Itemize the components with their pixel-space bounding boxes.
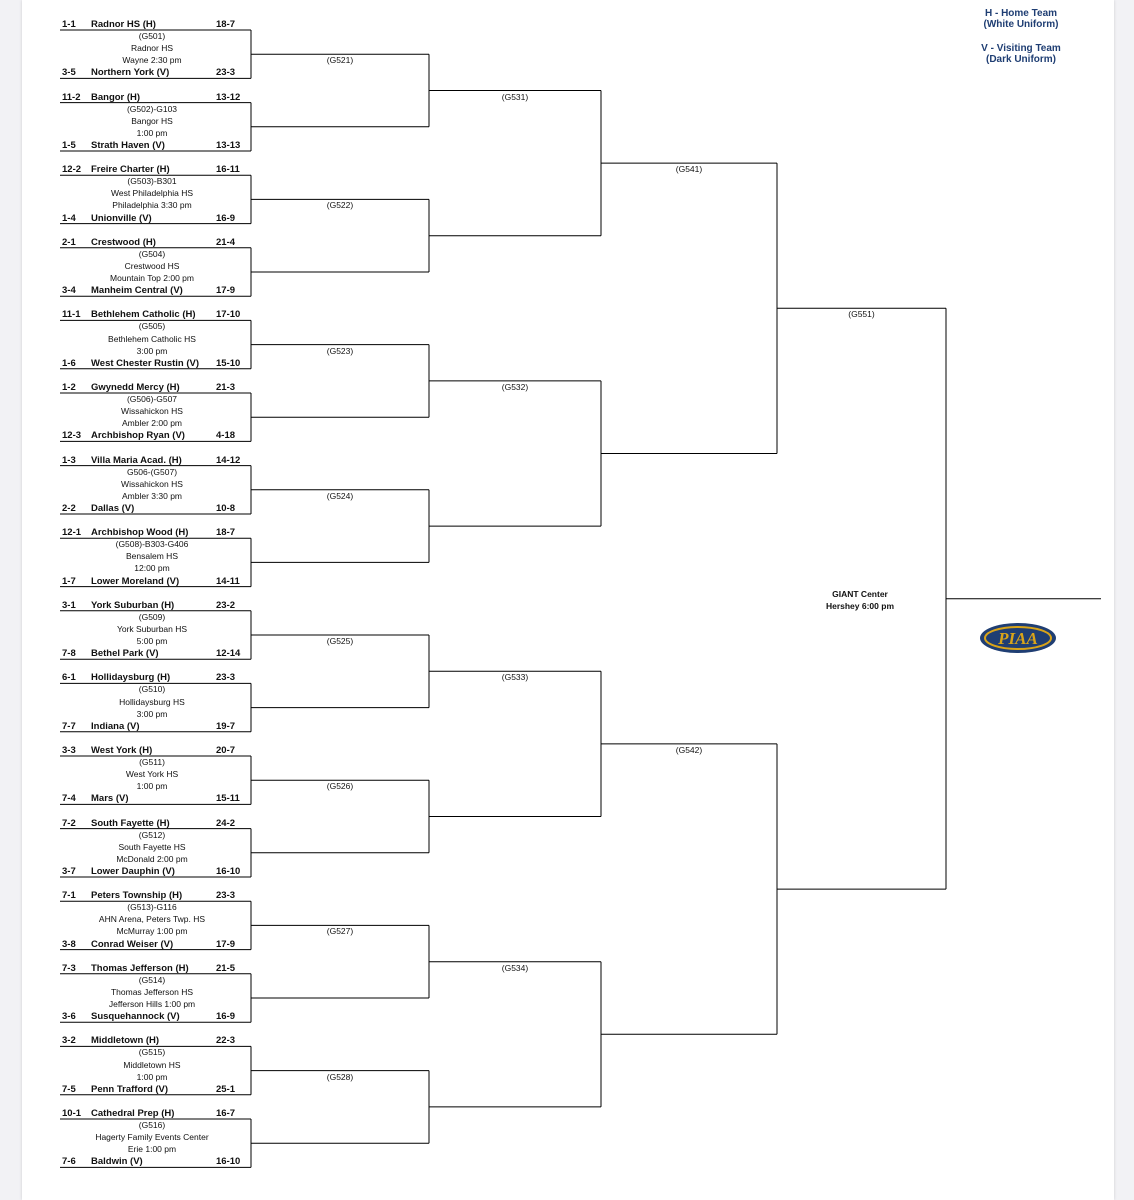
game-info: Ambler 3:30 pm xyxy=(122,490,182,501)
team-seed: 1-6 xyxy=(62,357,76,369)
game-info: 5:00 pm xyxy=(136,636,168,646)
team-seed: 12-2 xyxy=(62,164,82,176)
team-name: South Fayette (H) xyxy=(91,817,170,829)
team-seed: 11-2 xyxy=(62,91,81,103)
team-record: 21-5 xyxy=(216,962,236,974)
team-record: 17-10 xyxy=(216,309,241,321)
team-seed: 3-6 xyxy=(62,1011,76,1023)
team-name: West Chester Rustin (V) xyxy=(91,357,200,369)
team-seed: 7-1 xyxy=(62,890,76,902)
team-name: Bangor (H) xyxy=(91,91,141,103)
team-seed: 6-1 xyxy=(62,672,76,684)
team-name: Susquehannock (V) xyxy=(91,1011,180,1023)
game-info: 3:00 pm xyxy=(136,708,168,719)
team-record: 18-7 xyxy=(216,527,236,539)
team-name: Thomas Jefferson (H) xyxy=(91,962,189,974)
team-seed: 7-8 xyxy=(62,648,76,660)
game-info: Crestwood HS xyxy=(124,260,180,271)
team-record: 16-10 xyxy=(216,866,241,877)
game-number: (G525) xyxy=(326,636,354,646)
team-name: Archbishop Ryan (V) xyxy=(91,430,185,442)
team-name: Bethel Park (V) xyxy=(91,648,159,660)
game-info: (G504) xyxy=(138,248,166,259)
game-info: G506-(G507) xyxy=(126,466,178,477)
team-name: Mars (V) xyxy=(91,793,129,805)
legend-visit-uniform: (Dark Uniform) xyxy=(985,54,1056,65)
team-seed: 2-1 xyxy=(62,236,76,248)
game-info: 12:00 pm xyxy=(134,563,170,574)
team-seed: 1-5 xyxy=(62,140,76,151)
legend-home-uniform: (White Uniform) xyxy=(983,19,1059,30)
team-record: 10-8 xyxy=(216,503,236,514)
game-info: (G501) xyxy=(138,31,166,41)
team-name: Hollidaysburg (H) xyxy=(91,672,171,684)
team-record: 25-1 xyxy=(216,1083,236,1095)
game-info: (G511) xyxy=(139,757,165,767)
team-record: 12-14 xyxy=(216,648,241,660)
game-info: (G502)-G103 xyxy=(126,103,178,114)
game-number: (G542) xyxy=(675,744,703,755)
team-name: York Suburban (H) xyxy=(91,599,175,611)
team-record: 17-9 xyxy=(216,938,236,950)
team-name: Crestwood (H) xyxy=(91,236,156,248)
team-record: 19-7 xyxy=(216,720,236,732)
team-seed: 1-7 xyxy=(62,575,76,587)
team-name: Radnor HS (H) xyxy=(91,19,156,30)
team-seed: 2-2 xyxy=(62,503,76,514)
team-name: Penn Trafford (V) xyxy=(91,1083,169,1095)
team-name: Gwynedd Mercy (H) xyxy=(91,382,180,393)
game-info: (G506)-G507 xyxy=(126,394,178,404)
team-record: 16-10 xyxy=(216,1156,241,1168)
team-record: 13-13 xyxy=(216,140,241,151)
team-name: Conrad Weiser (V) xyxy=(91,938,174,950)
team-name: Indiana (V) xyxy=(91,720,140,732)
team-record: 14-11 xyxy=(216,575,240,587)
team-record: 4-18 xyxy=(216,430,236,442)
team-name: Freire Charter (H) xyxy=(91,164,170,176)
team-seed: 11-1 xyxy=(62,309,81,321)
game-info: Hollidaysburg HS xyxy=(119,696,185,707)
game-info: Bethlehem Catholic HS xyxy=(108,333,196,344)
game-info: Erie 1:00 pm xyxy=(127,1144,177,1155)
game-info: Wissahickon HS xyxy=(121,406,183,417)
team-name: Middletown (H) xyxy=(91,1035,160,1047)
final-location-time: Hershey 6:00 pm xyxy=(825,601,895,611)
game-number: (G522) xyxy=(326,200,354,211)
team-record: 22-3 xyxy=(216,1035,236,1047)
game-number: (G526) xyxy=(326,781,354,792)
team-seed: 1-1 xyxy=(62,19,76,30)
team-seed: 10-1 xyxy=(62,1108,82,1119)
team-record: 16-7 xyxy=(216,1108,236,1119)
game-info: Wissahickon HS xyxy=(121,478,183,489)
team-seed: 12-1 xyxy=(62,527,82,539)
game-info: (G505) xyxy=(138,321,166,332)
team-record: 16-11 xyxy=(216,164,240,176)
game-info: (G503)-B301 xyxy=(127,176,177,187)
team-name: Dallas (V) xyxy=(91,503,135,514)
game-info: (G508)-B303-G406 xyxy=(115,539,189,550)
team-name: Northern York (V) xyxy=(91,67,170,79)
game-info: McMurray 1:00 pm xyxy=(116,926,188,937)
game-number: (G524) xyxy=(326,490,354,501)
team-record: 23-3 xyxy=(216,67,236,79)
game-info: Middletown HS xyxy=(123,1059,181,1070)
team-record: 21-4 xyxy=(216,236,236,248)
game-info: Bangor HS xyxy=(131,115,173,126)
game-info: 1:00 pm xyxy=(136,127,168,138)
piaa-logo xyxy=(979,622,1057,654)
game-info: (G510) xyxy=(138,684,166,695)
team-record: 16-9 xyxy=(216,1011,236,1023)
game-info: West Philadelphia HS xyxy=(110,188,194,199)
game-info: Mountain Top 2:00 pm xyxy=(110,273,194,283)
game-number: (G534) xyxy=(501,962,529,973)
team-name: Peters Township (H) xyxy=(91,890,183,902)
piaa-logo-text: PIAA xyxy=(998,629,1038,648)
legend-home-label: H - Home Team xyxy=(984,8,1058,19)
game-info: 3:00 pm xyxy=(136,345,168,356)
team-name: Manheim Central (V) xyxy=(91,285,183,297)
game-info: Hagerty Family Events Center xyxy=(95,1132,209,1143)
team-seed: 3-8 xyxy=(62,938,76,950)
team-seed: 7-6 xyxy=(62,1156,76,1168)
team-seed: 1-2 xyxy=(62,382,76,393)
team-seed: 3-7 xyxy=(62,866,76,877)
team-name: Cathedral Prep (H) xyxy=(91,1108,175,1119)
team-seed: 12-3 xyxy=(62,430,82,442)
game-number: (G533) xyxy=(501,672,529,683)
game-info: Bensalem HS xyxy=(126,551,178,562)
team-seed: 7-4 xyxy=(62,793,76,805)
game-info: (G512) xyxy=(138,829,166,840)
team-record: 21-3 xyxy=(216,382,236,393)
game-info: AHN Arena, Peters Twp. HS xyxy=(98,914,206,925)
final-venue: GIANT Center xyxy=(832,589,888,599)
team-name: Bethlehem Catholic (H) xyxy=(91,309,196,321)
game-info: 1:00 pm xyxy=(136,1071,168,1082)
game-info: Jefferson Hills 1:00 pm xyxy=(108,999,196,1009)
team-seed: 7-2 xyxy=(62,817,76,829)
game-number: (G541) xyxy=(675,164,703,175)
legend-visit-label: V - Visiting Team xyxy=(981,43,1061,54)
game-info: (G509) xyxy=(138,611,166,622)
team-record: 23-3 xyxy=(216,672,236,684)
team-seed: 3-3 xyxy=(62,745,76,756)
game-info: McDonald 2:00 pm xyxy=(116,853,188,864)
team-seed: 3-2 xyxy=(62,1035,76,1047)
game-number: (G531) xyxy=(501,91,529,102)
game-info: 1:00 pm xyxy=(136,781,168,792)
team-record: 14-12 xyxy=(216,454,241,466)
team-seed: 3-5 xyxy=(62,67,76,79)
game-number: (G528) xyxy=(326,1071,354,1082)
team-seed: 1-3 xyxy=(62,454,76,466)
game-info: South Fayette HS xyxy=(118,841,186,852)
team-name: Unionville (V) xyxy=(91,212,152,224)
team-name: Strath Haven (V) xyxy=(91,140,165,151)
team-record: 15-10 xyxy=(216,357,241,369)
team-name: Lower Dauphin (V) xyxy=(91,866,175,877)
game-info: Ambler 2:00 pm xyxy=(122,418,182,429)
team-record: 23-2 xyxy=(216,599,236,611)
game-number: (G527) xyxy=(326,926,354,937)
game-info: (G515) xyxy=(138,1047,166,1058)
game-info: Wayne 2:30 pm xyxy=(122,55,182,66)
team-name: Lower Moreland (V) xyxy=(91,575,180,587)
team-record: 13-12 xyxy=(216,91,241,103)
team-name: Villa Maria Acad. (H) xyxy=(91,454,182,466)
team-record: 15-11 xyxy=(216,793,240,805)
team-record: 18-7 xyxy=(216,19,236,30)
team-name: West York (H) xyxy=(91,745,153,756)
game-number: (G523) xyxy=(326,345,354,356)
team-record: 23-3 xyxy=(216,890,236,902)
game-info: (G516) xyxy=(138,1120,166,1130)
team-seed: 1-4 xyxy=(62,212,76,224)
team-seed: 3-1 xyxy=(62,599,76,611)
team-record: 20-7 xyxy=(216,745,236,756)
team-seed: 7-5 xyxy=(62,1083,76,1095)
game-number: (G532) xyxy=(501,381,529,392)
team-name: Baldwin (V) xyxy=(91,1156,143,1168)
team-seed: 7-3 xyxy=(62,962,76,974)
team-name: Archbishop Wood (H) xyxy=(91,527,189,539)
team-seed: 7-7 xyxy=(62,720,76,732)
game-number: (G521) xyxy=(326,55,354,66)
game-info: West York HS xyxy=(125,769,179,780)
team-record: 24-2 xyxy=(216,817,236,829)
game-info: Radnor HS xyxy=(130,43,174,54)
game-info: York Suburban HS xyxy=(116,623,188,634)
team-record: 16-9 xyxy=(216,212,236,224)
team-record: 17-9 xyxy=(216,285,236,297)
game-number: (G551) xyxy=(848,309,875,320)
game-info: Philadelphia 3:30 pm xyxy=(112,200,192,211)
game-info: Thomas Jefferson HS xyxy=(110,986,194,997)
game-info: (G513)-G116 xyxy=(127,902,177,913)
team-seed: 3-4 xyxy=(62,285,76,297)
game-info: (G514) xyxy=(138,974,166,985)
